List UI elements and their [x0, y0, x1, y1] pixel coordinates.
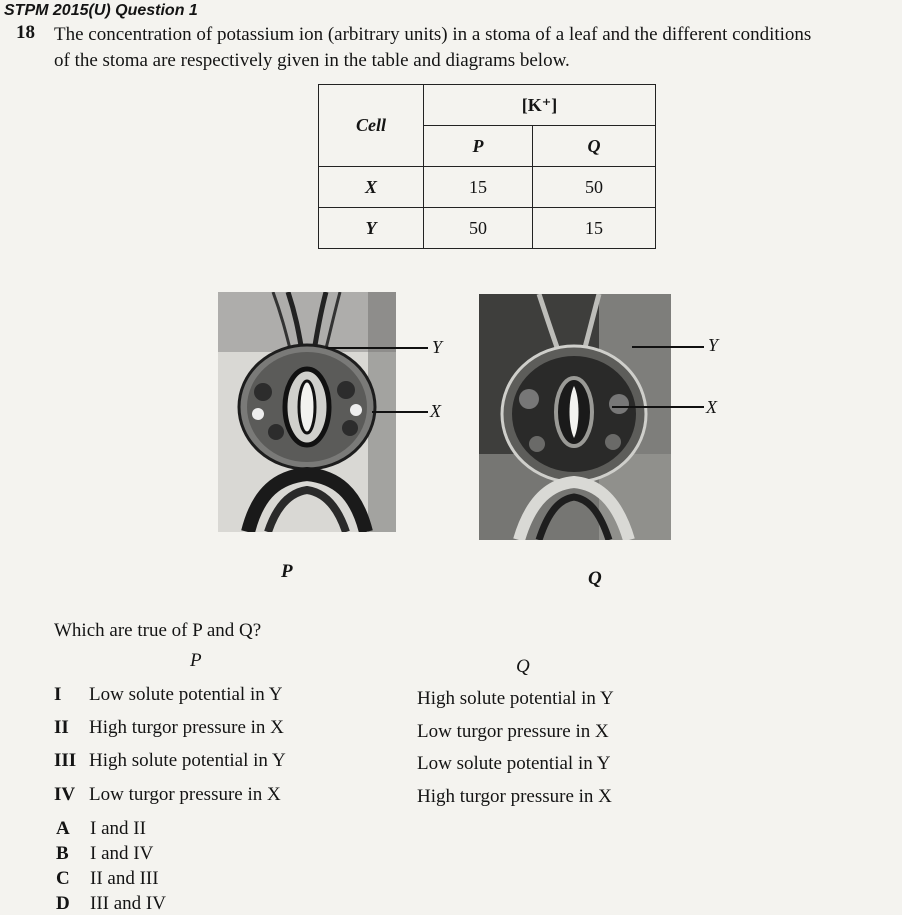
- answer-text: III and IV: [90, 893, 166, 914]
- question-line-1: The concentration of potassium ion (arbitrary units) in a stoma of a leaf and the different conditions: [54, 24, 812, 45]
- label-x-right: X: [706, 397, 717, 417]
- table-row: [319, 208, 656, 249]
- answer-option-c[interactable]: [56, 868, 256, 892]
- exam-header: STPM 2015(U) Question 1: [4, 2, 198, 19]
- column-heading-p: P: [190, 650, 202, 671]
- table-header-p: P: [424, 126, 533, 167]
- table-cell-p: 15: [424, 167, 533, 208]
- statement-row-q: [417, 753, 717, 779]
- answer-letter: D: [56, 893, 70, 914]
- statement-q: Low turgor pressure in X: [417, 721, 609, 742]
- answer-option-d[interactable]: [56, 893, 256, 915]
- answer-option-a[interactable]: [56, 818, 256, 842]
- statement-number: IV: [54, 784, 76, 805]
- table-header-cell: Cell: [319, 85, 424, 167]
- table-cell-q: 50: [533, 167, 656, 208]
- statement-number: I: [54, 684, 62, 705]
- statement-row-q: [417, 688, 717, 714]
- prompt-text: Which are true of P and Q?: [54, 620, 262, 641]
- leader-line-x-right: [612, 406, 704, 408]
- stoma-photo-p: [218, 292, 396, 532]
- question-line-2: of the stoma are respectively given in the table and diagrams below.: [54, 50, 570, 71]
- table-row: [319, 167, 656, 208]
- statement-row-q: [417, 721, 717, 747]
- stoma-photo-q: [479, 294, 671, 540]
- caption-p: P: [281, 561, 293, 582]
- statement-q: High turgor pressure in X: [417, 786, 612, 807]
- statement-row: [54, 717, 414, 743]
- answer-text: II and III: [90, 868, 159, 889]
- statement-row: [54, 684, 414, 710]
- statement-p: High turgor pressure in X: [89, 717, 284, 738]
- label-x-left: X: [430, 401, 441, 421]
- question-number: 18: [16, 22, 35, 43]
- table-header-q: Q: [533, 126, 656, 167]
- answer-letter: C: [56, 868, 70, 889]
- answer-text: I and II: [90, 818, 146, 839]
- answer-option-b[interactable]: [56, 843, 256, 867]
- leader-line-x-left: [372, 411, 428, 413]
- answer-text: I and IV: [90, 843, 154, 864]
- leader-line-y-left: [326, 347, 428, 349]
- statement-row: [54, 784, 414, 810]
- label-y-left: Y: [432, 337, 443, 357]
- column-heading-q: Q: [516, 656, 530, 677]
- statement-p: Low solute potential in Y: [89, 684, 283, 705]
- leader-line-y-right: [632, 346, 704, 348]
- question-text: [54, 22, 894, 74]
- statement-row-q: [417, 786, 717, 812]
- statement-q: High solute potential in Y: [417, 688, 614, 709]
- table-cell-q: 15: [533, 208, 656, 249]
- label-y-right: Y: [708, 335, 719, 355]
- statement-p: Low turgor pressure in X: [89, 784, 281, 805]
- statement-row: [54, 750, 414, 776]
- table-cell-name: Y: [319, 208, 424, 249]
- answer-letter: A: [56, 818, 70, 839]
- caption-q: Q: [588, 568, 602, 589]
- answer-letter: B: [56, 843, 69, 864]
- statement-number: II: [54, 717, 69, 738]
- statement-p: High solute potential in Y: [89, 750, 286, 771]
- table-header-k: [K⁺]: [424, 85, 656, 126]
- potassium-table: [318, 84, 656, 249]
- table-cell-p: 50: [424, 208, 533, 249]
- statement-q: Low solute potential in Y: [417, 753, 611, 774]
- table-cell-name: X: [319, 167, 424, 208]
- statement-number: III: [54, 750, 77, 771]
